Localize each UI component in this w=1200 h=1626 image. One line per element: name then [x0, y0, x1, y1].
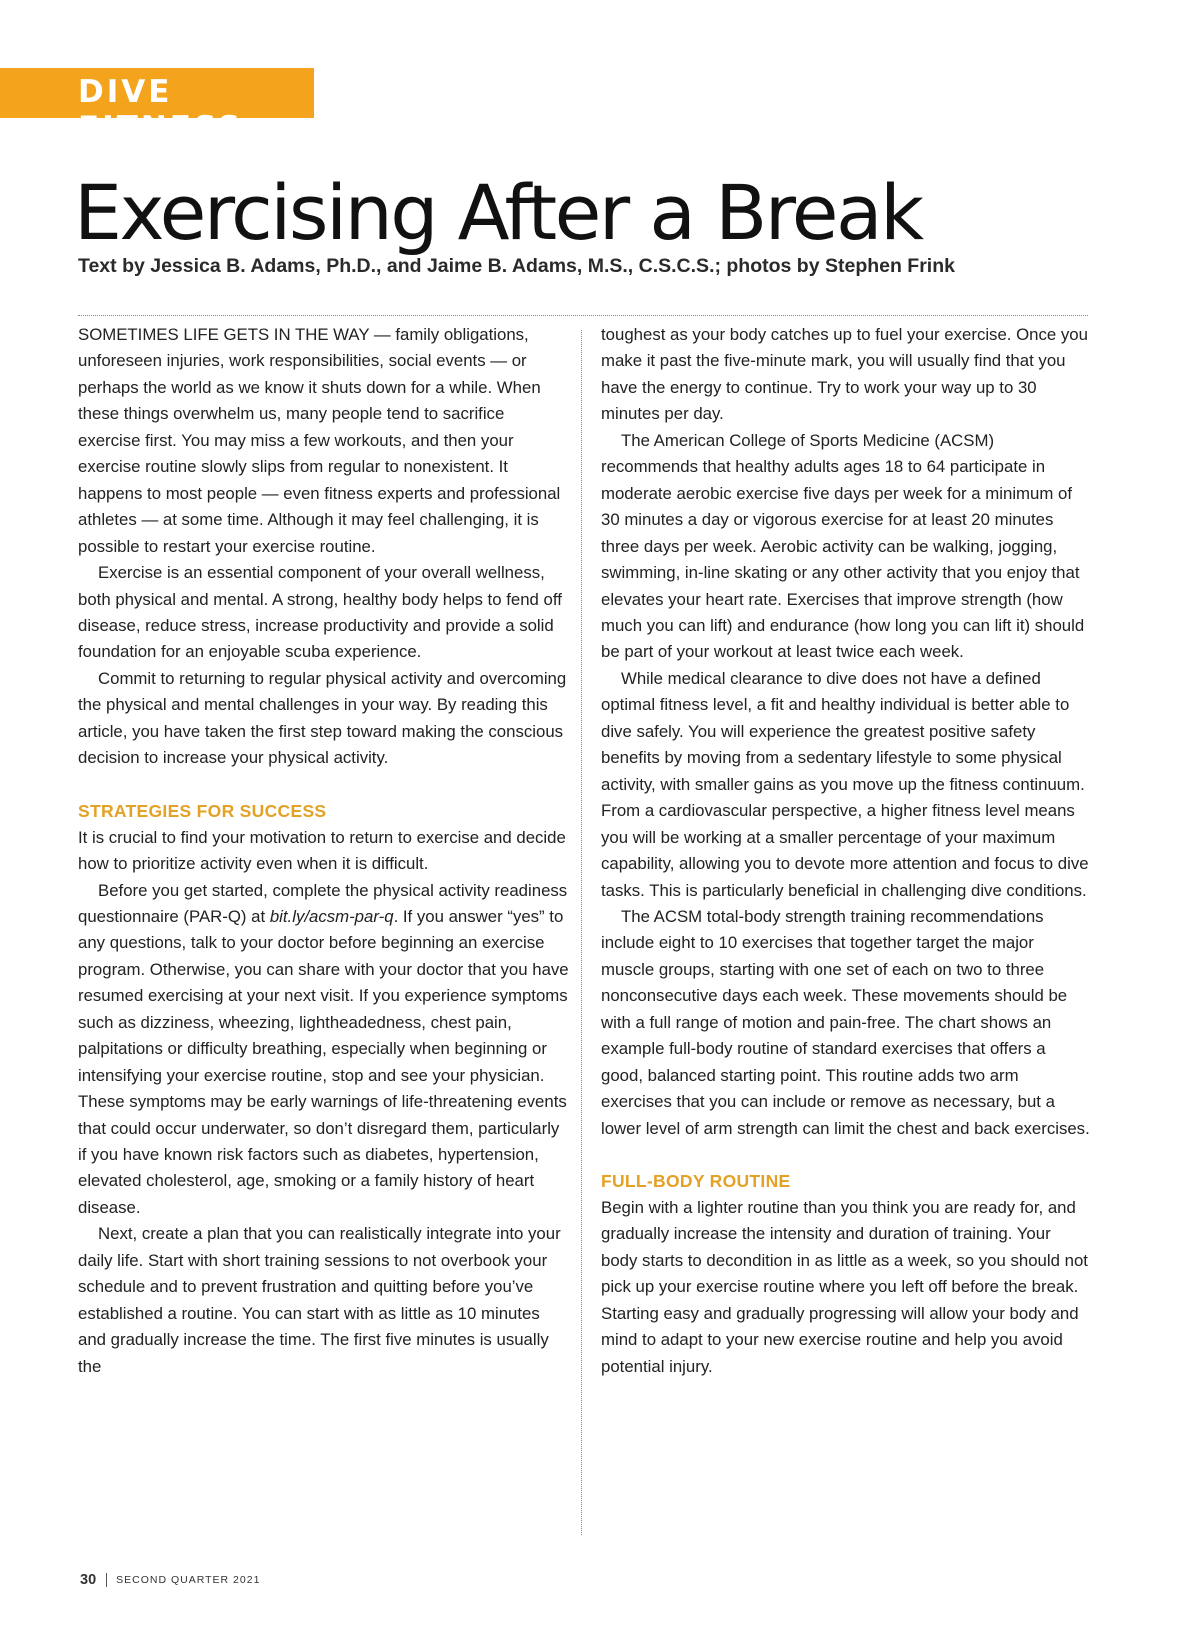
section-heading-full-body-routine: FULL-BODY ROUTINE — [601, 1171, 791, 1192]
paragraph: SOMETIMES LIFE GETS IN THE WAY — family obligations, unforeseen injuries, work responsibilities, social events — or perhaps the world as we know it shuts down for a while. When these things overwhelm us, many people tend to sacrifice exercise first. You may miss a few workouts, and then your exercise routine slowly slips from regular to nonexistent. It happens to most people — even fitness experts and professional athletes — at some time. Although it may feel challenging, it is possible to restart your exercise routine. — [78, 325, 561, 556]
paragraph-parq — [78, 878, 570, 1222]
paragraph: The American College of Sports Medicine (ACSM) recommends that healthy adults ages 18 to 64 participate in moderate aerobic exercise five days per week for a minimum of 30 minutes a day or vigorous exercise for at least 20 minutes three days per week. Aerobic activity can be walking, jogging, swimming, in-line skating or any other activity that you enjoy that elevates your heart rate. Exercises that improve strength (how much you can lift) and endurance (how long you can lift it) should be part of your workout at least twice each week. — [601, 430, 1085, 662]
footer-separator — [106, 1573, 107, 1587]
page-footer — [80, 1571, 260, 1591]
paragraph: toughest as your body catches up to fuel your exercise. Once you make it past the five-minute mark, you will usually find that you have the energy to continue. Try to work your way up to 30 minutes per day. — [601, 325, 1088, 424]
parq-link[interactable]: bit.ly/acsm-par-q — [269, 906, 394, 926]
top-divider — [78, 315, 1088, 316]
section-tag — [0, 68, 314, 146]
article-headline: Exercising After a Break — [74, 168, 922, 257]
page-number: 30 — [80, 1571, 97, 1588]
paragraph: It is crucial to find your motivation to return to exercise and decide how to prioritize activity even when it is difficult. — [78, 827, 566, 874]
paragraph-text: . If you answer “yes” to any questions, talk to your doctor before beginning an exercise program. Otherwise, you can share with your doctor that you have resumed exercising at your next visit. If you experience symptoms such as dizziness, wheezing, lightheadedness, chest pain, palpitations or difficulty breathing, especially when beginning or intensifying your exercise routine, stop and see your physician. These symptoms may be early warnings of life-threatening events that could occur underwater, so don’t disregard them, particularly if you have known risk factors such as diabetes, hypertension, elevated cholesterol, age, smoking or a family history of heart disease. — [78, 906, 569, 1217]
section-tag-label: DIVE FITNESS — [78, 74, 244, 146]
column-divider — [581, 330, 582, 1535]
issue-label: SECOND QUARTER 2021 — [116, 1573, 261, 1586]
paragraph: Next, create a plan that you can realistically integrate into your daily life. Start with short training sessions to not overbook your schedule and to prevent frustration and quitting before you’ve established a routine. You can start with as little as 10 minutes and gradually increase the time. The first five minutes is usually the — [78, 1224, 561, 1376]
paragraph: Exercise is an essential component of your overall wellness, both physical and mental. A strong, healthy body helps to fend off disease, reduce stress, increase productivity and provide a solid foundation for an enjoyable scuba experience. — [78, 563, 562, 662]
paragraph: While medical clearance to dive does not have a defined optimal fitness level, a fit and healthy individual is better able to dive safely. You will experience the greatest positive safety benefits by moving from a sedentary lifestyle to some physical activity, with smaller gains as you move up the fitness continuum. From a cardiovascular perspective, a higher fitness level means you will be working at a smaller percentage of your maximum capability, allowing you to devote more attention and focus to dive tasks. This is particularly beneficial in challenging dive conditions. — [601, 668, 1089, 900]
left-column — [78, 322, 570, 1380]
paragraph: The ACSM total-body strength training recommendations include eight to 10 exercises that together target the major muscle groups, starting with one set of each on two to three nonconsecutive days each week. These movements should be with a full range of motion and pain-free. The chart shows an example full-body routine of standard exercises that offers a good, balanced starting point. This routine adds two arm exercises that you can include or remove as necessary, but a lower level of arm strength can limit the chest and back exercises. — [601, 906, 1090, 1138]
article-byline: Text by Jessica B. Adams, Ph.D., and Jaime B. Adams, M.S., C.S.C.S.; photos by Stephen Frink — [78, 255, 955, 277]
right-column — [601, 322, 1091, 1380]
paragraph-text: Before you get started, complete the physical activity readiness questionnaire (PAR-Q) at — [78, 880, 568, 926]
section-heading-strategies: STRATEGIES FOR SUCCESS — [78, 801, 327, 822]
paragraph: Begin with a lighter routine than you think you are ready for, and gradually increase the intensity and duration of training. Your body starts to decondition in as little as a week, so you should not pick up your exercise routine where you left off before the break. Starting easy and gradually progressing will allow your body and mind to adapt to your new exercise routine and help you avoid potential injury. — [601, 1197, 1088, 1376]
paragraph: Commit to returning to regular physical activity and overcoming the physical and mental challenges in your way. By reading this article, you have taken the first step toward making the conscious decision to increase your physical activity. — [78, 668, 567, 768]
